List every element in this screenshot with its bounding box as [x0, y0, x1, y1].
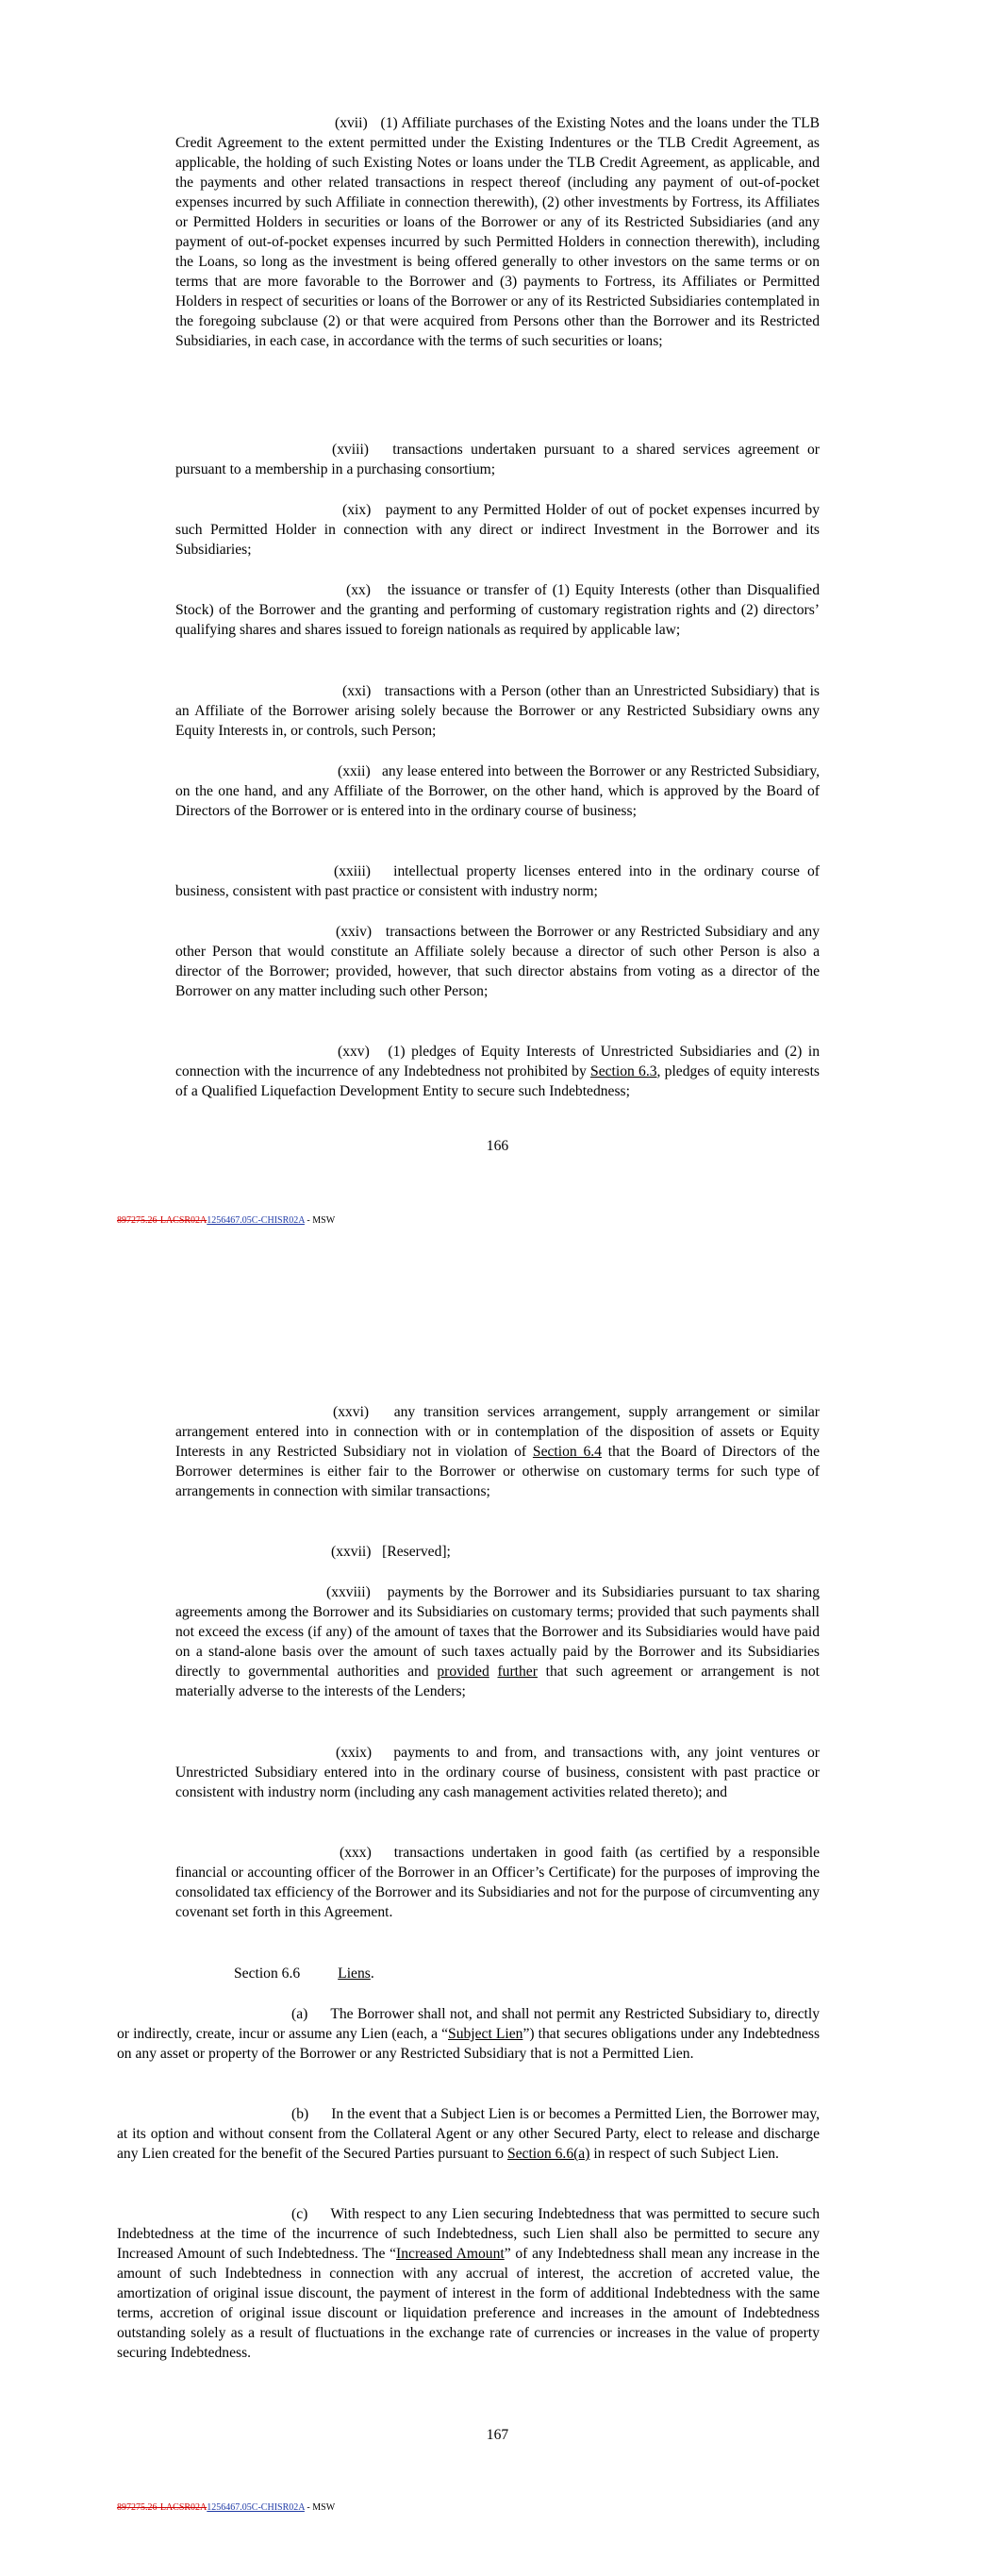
- footer-inserted-id: 1256467.05C-CHISR02A: [207, 1215, 305, 1226]
- subsection-text: ”) that secures obligations under any Indebtedness on any asset or property of the Borrower or any Restricted Subsidiary that is not a Permitted Lien.: [117, 2026, 821, 2062]
- clause-xxx: [175, 1843, 820, 1922]
- clause-text: [Reserved];: [382, 1544, 451, 1560]
- subsection-c: [117, 2204, 820, 2363]
- page-number: 166: [486, 1138, 509, 1154]
- clause-xxiv: [175, 922, 820, 1001]
- footer-deleted-id: 897275.26-LACSR02A: [117, 1215, 207, 1226]
- section-number: Section 6.6: [234, 1965, 301, 1982]
- clause-xxii: [175, 761, 820, 821]
- subsection-text: In the event that a Subject Lien is or becomes a Permitted Lien, the Borrower may, at its option and without consent from the Collateral Agent or any other Secured Party, elect to release and discharge any Lien created for the benefit of the Secured Parties pursuant to: [117, 2106, 820, 2162]
- clause-number: (xx): [346, 582, 371, 598]
- clause-xxvii: [175, 1542, 820, 1562]
- subsection-text: The Borrower shall not, and shall not permit any Restricted Subsidiary to, directly or indirectly, create, incur or assume any Lien (each, a “: [117, 2006, 820, 2042]
- section-title: Liens: [338, 1965, 371, 1982]
- section-reference: Section 6.4: [532, 1444, 602, 1460]
- section-heading: [234, 1964, 705, 1983]
- section-reference: Section 6.6(a): [506, 2146, 590, 2162]
- clause-text: that such agreement or arrangement is not materially adverse to the interests of the Lenders;: [175, 1664, 820, 1699]
- clause-text: (1) pledges of Equity Interests of Unrestricted Subsidiaries and (2) in connection with the incurrence of any Indebtedness not prohibited by: [175, 1044, 820, 1079]
- clause-text: any lease entered into between the Borrower or any Restricted Subsidiary, on the one hand, and any Affiliate of the Borrower, on the other hand, which is approved by the Board of Directors of the Borrower or is entered into in the ordinary course of business;: [175, 763, 820, 819]
- clause-number: (xxviii): [326, 1584, 371, 1600]
- clause-text: payment to any Permitted Holder of out of pocket expenses incurred by such Permitted Holder in connection with any direct or indirect Investment in the Borrower and its Subsidiaries;: [175, 502, 820, 558]
- further-term: further: [497, 1664, 538, 1680]
- clause-number: (xvii): [335, 115, 368, 131]
- page-number: 167: [486, 2427, 509, 2443]
- clause-xix: [175, 500, 820, 560]
- footer-suffix: - MSW: [304, 2502, 336, 2513]
- clause-number: (xxi): [342, 683, 372, 699]
- clause-text: transactions undertaken in good faith (as certified by a responsible financial or accounting officer of the Borrower in an Officer’s Certificate) for the purposes of improving the consolidated tax efficiency of the Borrower and its Subsidiaries and not for the purpose of circumventing any covenant set forth in this Agreement.: [175, 1845, 820, 1920]
- clause-text: (1) Affiliate purchases of the Existing Notes and the loans under the TLB Credit Agreement to the extent permitted under the Existing Indentures or the TLB Credit Agreement, as applicable, the holding of such Existing Notes or loans under the TLB Credit Agreement, as applicable, and the payments and other related transactions in respect thereof (including any payment of out-of-pocket expenses incurred by such Affiliate in connection therewith), (2) other investments by Fortress, its Affiliates or Permitted Holders in securities or loans of the Borrower or any of its Restricted Subsidiaries (and any payment of out-of-pocket expenses incurred by such Permitted Holders in connection therewith), including the Loans, so long as the investment is being offered generally to other investors on the same terms or on terms that are more favorable to the Borrower and (3) payments to Fortress, its Affiliates or Permitted Holders in respect of securities or loans of the Borrower or any of its Restricted Subsidiaries contemplated in the foregoing subclause (2) or that were acquired from Persons other than the Borrower and its Restricted Subsidiaries, in each case, in accordance with the terms of such securities or loans;: [175, 115, 821, 349]
- clause-text: transactions between the Borrower or any Restricted Subsidiary and any other Person that would constitute an Affiliate solely because a director of such other Person is also a director of the Borrower; provided, however, that such director abstains from voting as a director of the Borrower on any matter including such other Person;: [175, 924, 820, 999]
- clause-number: (xxiii): [334, 863, 371, 879]
- defined-term: Subject Lien: [448, 2026, 523, 2042]
- clause-xxviii: [175, 1582, 820, 1701]
- clause-xxix: [175, 1743, 820, 1802]
- clause-number: (xxx): [340, 1845, 372, 1861]
- clause-text: transactions with a Person (other than an Unrestricted Subsidiary) that is an Affiliate of the Borrower arising solely because the Borrower or any Restricted Subsidiary owns any Equity Interests in, or controls, such Person;: [175, 683, 820, 739]
- footer-inserted-id: 1256467.05C-CHISR02A: [207, 2502, 305, 2513]
- clause-number: (xxvi): [333, 1404, 370, 1420]
- clause-xviii: [175, 440, 820, 479]
- footer-deleted-id: 897275.26-LACSR02A: [117, 2502, 207, 2513]
- clause-number: (xxii): [338, 763, 371, 779]
- clause-xx: [175, 580, 820, 640]
- document-footer: [117, 1215, 335, 1226]
- subsection-number: (c): [291, 2206, 308, 2222]
- provided-term: provided: [437, 1664, 489, 1680]
- clause-text: intellectual property licenses entered into in the ordinary course of business, consistent with past practice or consistent with industry norm;: [175, 863, 820, 899]
- subsection-text: With respect to any Lien securing Indebtedness that was permitted to secure such Indebtedness at the time of the incurrence of such Indebtedness, such Lien shall also be permitted to secure any Increased Amount of such Indebtedness. The “: [117, 2206, 820, 2262]
- clause-number: (xviii): [332, 442, 369, 458]
- footer-suffix: - MSW: [304, 1215, 336, 1226]
- defined-term: Increased Amount: [396, 2246, 505, 2262]
- subsection-a: [117, 2004, 820, 2064]
- subsection-text: ” of any Indebtedness shall mean any increase in the amount of such Indebtedness in connection with any accrual of interest, the accretion of accreted value, the amortization of original issue discount, the payment of interest in the form of additional Indebtedness with the same terms, accretion of original issue discount or liquidation preference and increases in the amount of Indebtedness outstanding solely as a result of fluctuations in the exchange rate of currencies or increases in the value of property securing Indebtedness.: [117, 2246, 820, 2361]
- clause-number: (xxiv): [336, 924, 373, 940]
- clause-text: transactions undertaken pursuant to a shared services agreement or pursuant to a membership in a purchasing consortium;: [175, 442, 820, 477]
- clause-xvii: [175, 113, 820, 351]
- clause-text: payments by the Borrower and its Subsidiaries pursuant to tax sharing agreements among the Borrower and its Subsidiaries on customary terms; provided that such payments shall not exceed the excess (if any) of the amount of taxes that the Borrower and its Subsidiaries would have paid on a stand-alone basis over the amount of such taxes actually paid by the Borrower and its Subsidiaries directly to governmental authorities and: [175, 1584, 820, 1680]
- clause-text: , pledges of equity interests of a Qualified Liquefaction Development Entity to secure such Indebtedness;: [175, 1063, 820, 1099]
- clause-text: any transition services arrangement, supply arrangement or similar arrangement entered into in connection with or in contemplation of the disposition of assets or Equity Interests in any Restricted Subsidiary not in violation of: [175, 1404, 821, 1460]
- clause-number: (xix): [342, 502, 372, 518]
- clause-xxiii: [175, 861, 820, 901]
- clause-xxv: [175, 1042, 820, 1101]
- subsection-number: (b): [291, 2106, 309, 2122]
- clause-xxi: [175, 681, 820, 741]
- section-title-period: .: [370, 1965, 374, 1982]
- clause-number: (xxvii): [331, 1544, 372, 1560]
- clause-xxvi: [175, 1402, 820, 1501]
- subsection-text: in respect of such Subject Lien.: [589, 2146, 779, 2162]
- clause-text: payments to and from, and transactions with, any joint ventures or Unrestricted Subsidiary entered into in the ordinary course of business, consistent with past practice or consistent with industry norm (including any cash management activities related thereto); and: [175, 1745, 820, 1800]
- clause-text: that the Board of Directors of the Borrower determines is either fair to the Borrower or otherwise on customary terms for such type of arrangements in connection with similar transactions;: [175, 1444, 820, 1499]
- clause-number: (xxix): [336, 1745, 373, 1761]
- clause-number: (xxv): [338, 1044, 370, 1060]
- subsection-number: (a): [291, 2006, 308, 2022]
- subsection-b: [117, 2104, 820, 2164]
- document-footer: [117, 2502, 335, 2513]
- section-reference: Section 6.3: [590, 1063, 657, 1079]
- clause-text: the issuance or transfer of (1) Equity Interests (other than Disqualified Stock) of the Borrower and the granting and performing of customary registration rights and (2) directors’ qualifying shares and shares issued to foreign nationals as required by applicable law;: [175, 582, 820, 638]
